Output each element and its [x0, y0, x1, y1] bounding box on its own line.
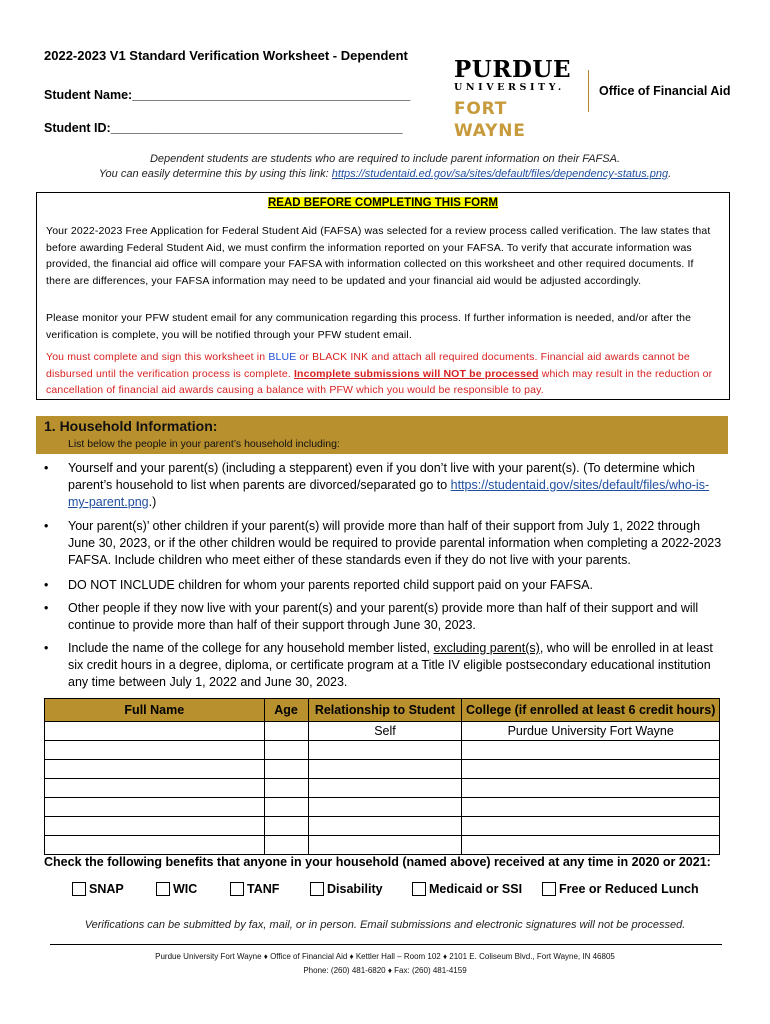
age-cell[interactable]: [264, 760, 308, 779]
name-cell[interactable]: [45, 798, 265, 817]
column-header-relationship: Relationship to Student: [308, 699, 462, 722]
section-1-heading: 1. Household Information:: [44, 418, 218, 434]
household-table: [44, 698, 720, 855]
excluding-parents-text: excluding parent(s): [433, 641, 540, 655]
name-cell[interactable]: [45, 836, 265, 855]
notice-paragraph-2: Please monitor your PFW student email for any communication regarding this process. If further information is needed, and/or after the verification is complete, you will be notified through your PFW student email.: [46, 312, 692, 341]
dependency-status-link[interactable]: https://studentaid.ed.gov/sa/sites/default/files/dependency-status.png: [331, 168, 669, 180]
bullet-icon: •: [44, 578, 49, 592]
relationship-cell[interactable]: [308, 741, 462, 760]
table-row: [45, 760, 720, 779]
name-cell[interactable]: [45, 741, 265, 760]
footer-divider: [50, 944, 722, 945]
college-cell[interactable]: [462, 817, 720, 836]
table-row: [45, 817, 720, 836]
age-cell[interactable]: [264, 817, 308, 836]
table-row: [45, 722, 720, 741]
college-cell[interactable]: [462, 836, 720, 855]
wic-checkbox[interactable]: WIC: [156, 882, 197, 896]
age-cell[interactable]: [264, 798, 308, 817]
medicaid-ssi-checkbox[interactable]: Medicaid or SSI: [412, 882, 522, 896]
checkbox-icon[interactable]: [412, 882, 426, 896]
table-row: [45, 741, 720, 760]
checkbox-icon[interactable]: [542, 882, 556, 896]
age-cell[interactable]: [264, 836, 308, 855]
college-cell[interactable]: [462, 779, 720, 798]
intro-line-2-suffix: .: [668, 168, 672, 180]
logo-fort-wayne-text: FORT WAYNE: [454, 99, 526, 141]
logo-purdue-text: PURDUE: [454, 56, 572, 83]
bullet-icon: •: [44, 519, 49, 533]
column-header-full-name: Full Name: [45, 699, 265, 722]
relationship-cell[interactable]: [308, 760, 462, 779]
checkbox-icon[interactable]: [72, 882, 86, 896]
name-cell[interactable]: [45, 760, 265, 779]
free-reduced-lunch-checkbox[interactable]: Free or Reduced Lunch: [542, 882, 699, 896]
relationship-cell[interactable]: [308, 817, 462, 836]
notice-box: [36, 192, 730, 400]
logo-divider: [588, 70, 589, 112]
benefits-heading: Check the following benefits that anyone in your household (named above) received at any time in 2020 or 2021:: [44, 855, 711, 869]
table-row: [45, 798, 720, 817]
name-cell[interactable]: [45, 779, 265, 798]
incomplete-warning: Incomplete submissions will NOT be processed: [293, 367, 539, 380]
intro-line-2: [40, 168, 730, 180]
bullet-icon: •: [44, 641, 49, 655]
notice-paragraph-1: Your 2022-2023 Free Application for Federal Student Aid (FAFSA) was selected for a review process called verification. The law states that before awarding Federal Student Aid, we must confirm the information reported on your FAFSA. To verify that accurate information was provided, the financial aid office will compare your FAFSA with information collected on this worksheet and other required documents. If there are differences, your FAFSA information may need to be updated and your financial aid would be adjusted accordingly.: [46, 225, 711, 287]
relationship-cell[interactable]: [308, 779, 462, 798]
form-title: 2022-2023 V1 Standard Verification Worksheet - Dependent: [44, 48, 408, 63]
footer-address: Purdue University Fort Wayne ♦ Office of Financial Aid ♦ Kettler Hall – Room 102 ♦ 2101 E. Coliseum Blvd., Fort Wayne, IN 46805: [155, 952, 615, 961]
blue-ink-word: BLUE: [268, 351, 297, 363]
section-1-header: [36, 416, 728, 454]
relationship-cell[interactable]: Self: [308, 722, 462, 741]
checkbox-icon[interactable]: [310, 882, 324, 896]
age-cell[interactable]: [264, 779, 308, 798]
checkbox-icon[interactable]: [230, 882, 244, 896]
college-cell[interactable]: [462, 760, 720, 779]
age-cell[interactable]: [264, 741, 308, 760]
section-1-subheading: List below the people in your parent’s household including:: [68, 438, 340, 450]
student-name-field[interactable]: Student Name:________________________________________: [44, 88, 411, 102]
table-header-row: [45, 699, 720, 722]
name-cell[interactable]: [45, 722, 265, 741]
notice-paragraph-3: You must complete and sign this worksheet in BLUE or BLACK INK and attach all required documents. Financial aid awards cannot be disbursed until the verification process is complete. Incomplete submissions will NOT be processed which may result in the reduction or cancellation of financial aid awards causing a balance with PFW which you would be responsible to pay.: [46, 351, 713, 396]
age-cell[interactable]: [264, 722, 308, 741]
verification-note: Verifications can be submitted by fax, mail, or in person. Email submissions and electronic signatures will not be processed.: [84, 919, 686, 931]
tanf-checkbox[interactable]: TANF: [230, 882, 279, 896]
intro-line-1: Dependent students are students who are required to include parent information on their FAFSA.: [149, 153, 620, 165]
checkbox-icon[interactable]: [156, 882, 170, 896]
table-row: [45, 779, 720, 798]
bullet-icon: •: [44, 461, 49, 475]
disability-checkbox[interactable]: Disability: [310, 882, 383, 896]
name-cell[interactable]: [45, 817, 265, 836]
notice-title: READ BEFORE COMPLETING THIS FORM: [268, 197, 498, 209]
column-header-college: College (if enrolled at least 6 credit hours): [462, 699, 720, 722]
relationship-cell[interactable]: [308, 798, 462, 817]
who-is-my-parent-link[interactable]: https://studentaid.gov/sites/default/files/who-is-my-parent.png: [68, 478, 710, 509]
column-header-age: Age: [264, 699, 308, 722]
college-cell[interactable]: [462, 798, 720, 817]
bullet-icon: •: [44, 601, 49, 615]
purdue-fort-wayne-logo: [454, 58, 584, 142]
intro-line-2-prefix: You can easily determine this by using this link:: [98, 168, 332, 180]
logo-university-text: UNIVERSITY.: [454, 82, 565, 93]
office-name: Office of Financial Aid: [599, 84, 731, 98]
table-row: [45, 836, 720, 855]
college-cell[interactable]: Purdue University Fort Wayne: [462, 722, 720, 741]
relationship-cell[interactable]: [308, 836, 462, 855]
snap-checkbox[interactable]: SNAP: [72, 882, 124, 896]
college-cell[interactable]: [462, 741, 720, 760]
footer-contact: Phone: (260) 481-6820 ♦ Fax: (260) 481-4159: [303, 966, 467, 975]
student-id-field[interactable]: Student ID:__________________________________________: [44, 121, 403, 135]
